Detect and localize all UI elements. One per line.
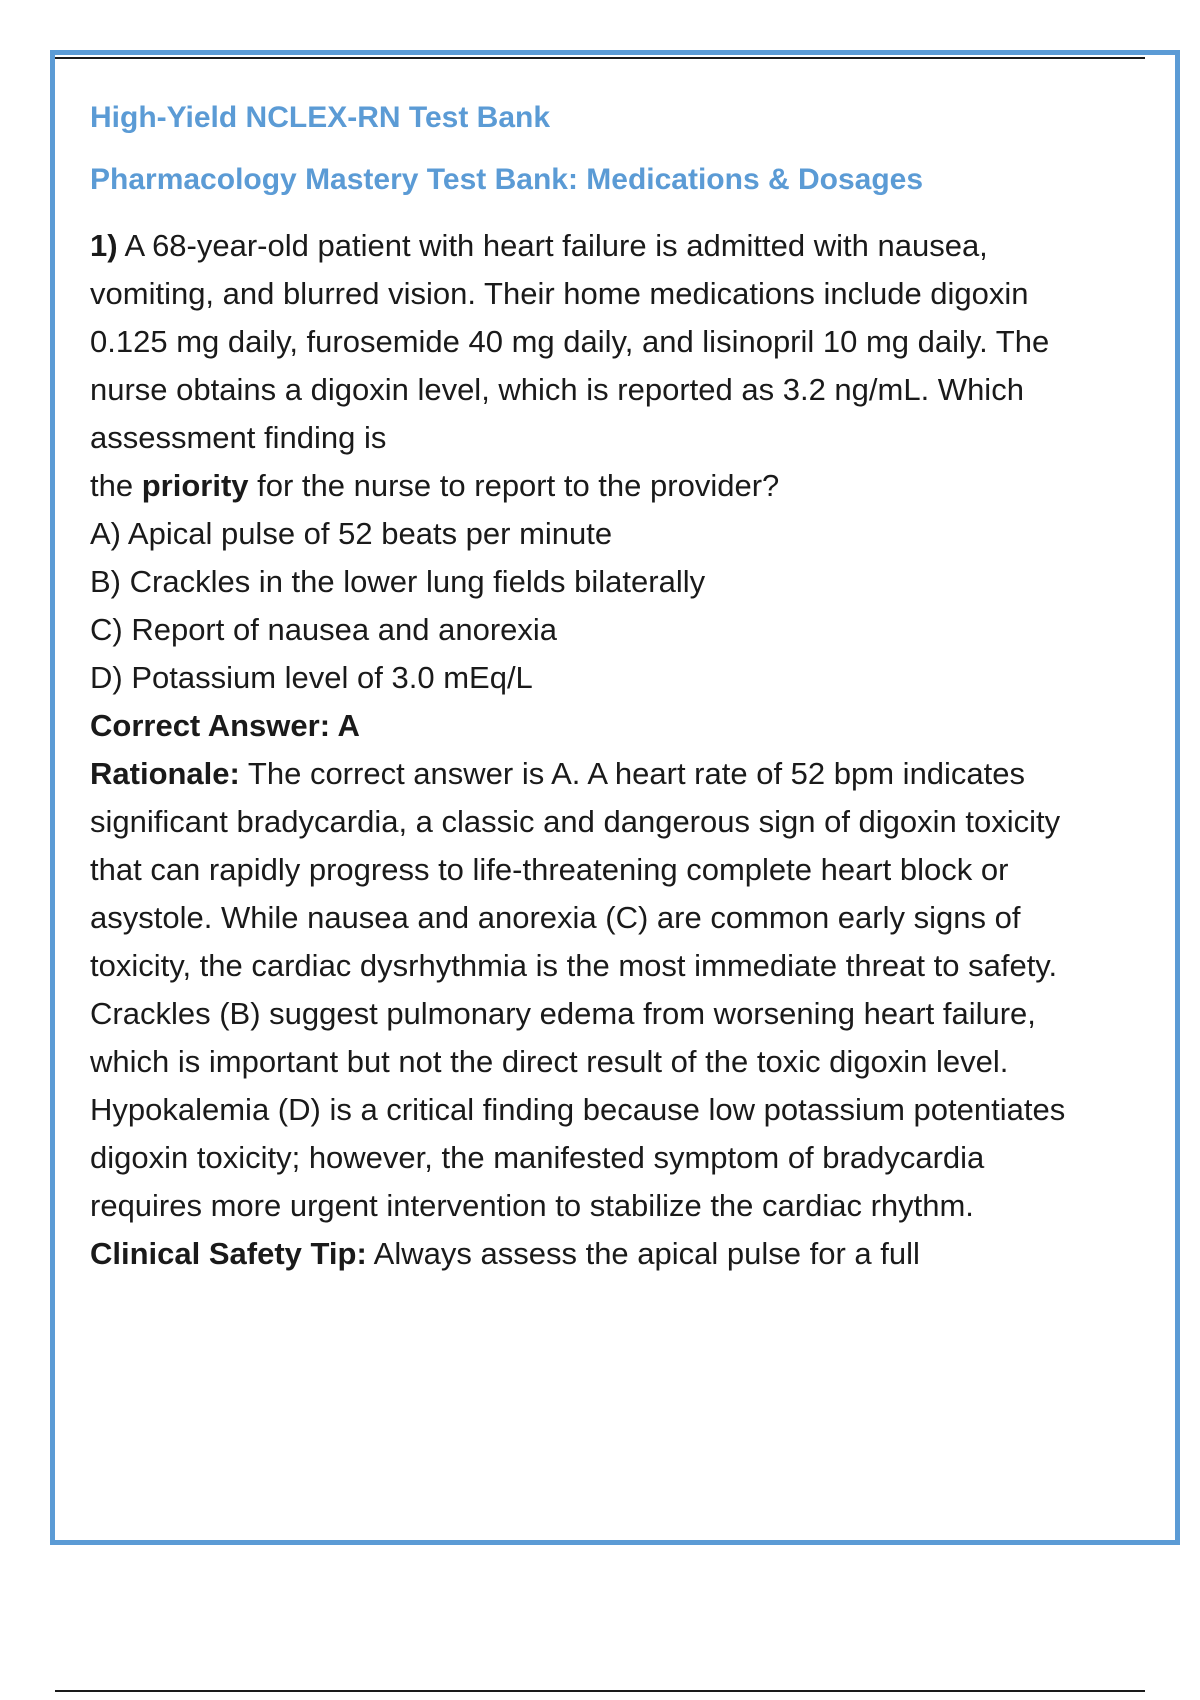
question-stem-the: the [90,468,142,503]
correct-answer: Correct Answer: A [90,708,360,743]
top-rule [55,57,1145,59]
question-number: 1) [90,228,118,263]
question-stem-text: A 68-year-old patient with heart failure is admitted with nausea, vomiting, and blurred vision. Their home medications include digoxin 0.125 mg daily, furosemide 40 mg daily, and lisinopril 10 mg daily. The nurse obtains a digoxin level, which is reported as 3.2 ng/mL. Which assessment finding is [90,228,1050,455]
bottom-rule [55,1690,1145,1692]
rationale-paragraph [90,750,1090,1230]
question-block [90,222,1090,1278]
document-content [90,100,1090,1278]
rationale-label: Rationale: [90,756,240,791]
option-d: D) Potassium level of 3.0 mEq/L [90,660,533,695]
test-bank-title: High-Yield NCLEX-RN Test Bank [90,101,551,134]
rationale-text: The correct answer is A. A heart rate of 52 bpm indicates significant bradycardia, a classic and dangerous sign of digoxin toxicity that can rapidly progress to life-threatening complete heart block or asystole. While nausea and anorexia (C) are common early signs of toxicity, the cardiac dysrhythmia is the most immediate threat to safety. Crackles (B) suggest pulmonary edema from worsening heart failure, which is important but not the direct result of the toxic digoxin level. Hypokalemia (D) is a critical finding because low potassium potentiates digoxin toxicity; however, the manifested symptom of bradycardia requires more urgent intervention to stabilize the cardiac rhythm. [90,756,1066,1223]
option-b: B) Crackles in the lower lung fields bilaterally [90,564,706,599]
question-stem [90,222,1090,510]
safety-tip-paragraph [90,1230,1090,1278]
section-subtitle: Pharmacology Mastery Test Bank: Medications & Dosages [90,163,924,196]
safety-tip-label: Clinical Safety Tip: [90,1236,367,1271]
option-c: C) Report of nausea and anorexia [90,612,558,647]
question-stem-emphasis: priority [141,468,249,503]
safety-tip-text: Always assess the apical pulse for a full [366,1236,920,1271]
question-stem-end: for the nurse to report to the provider? [248,468,780,503]
option-a: A) Apical pulse of 52 beats per minute [90,516,613,551]
